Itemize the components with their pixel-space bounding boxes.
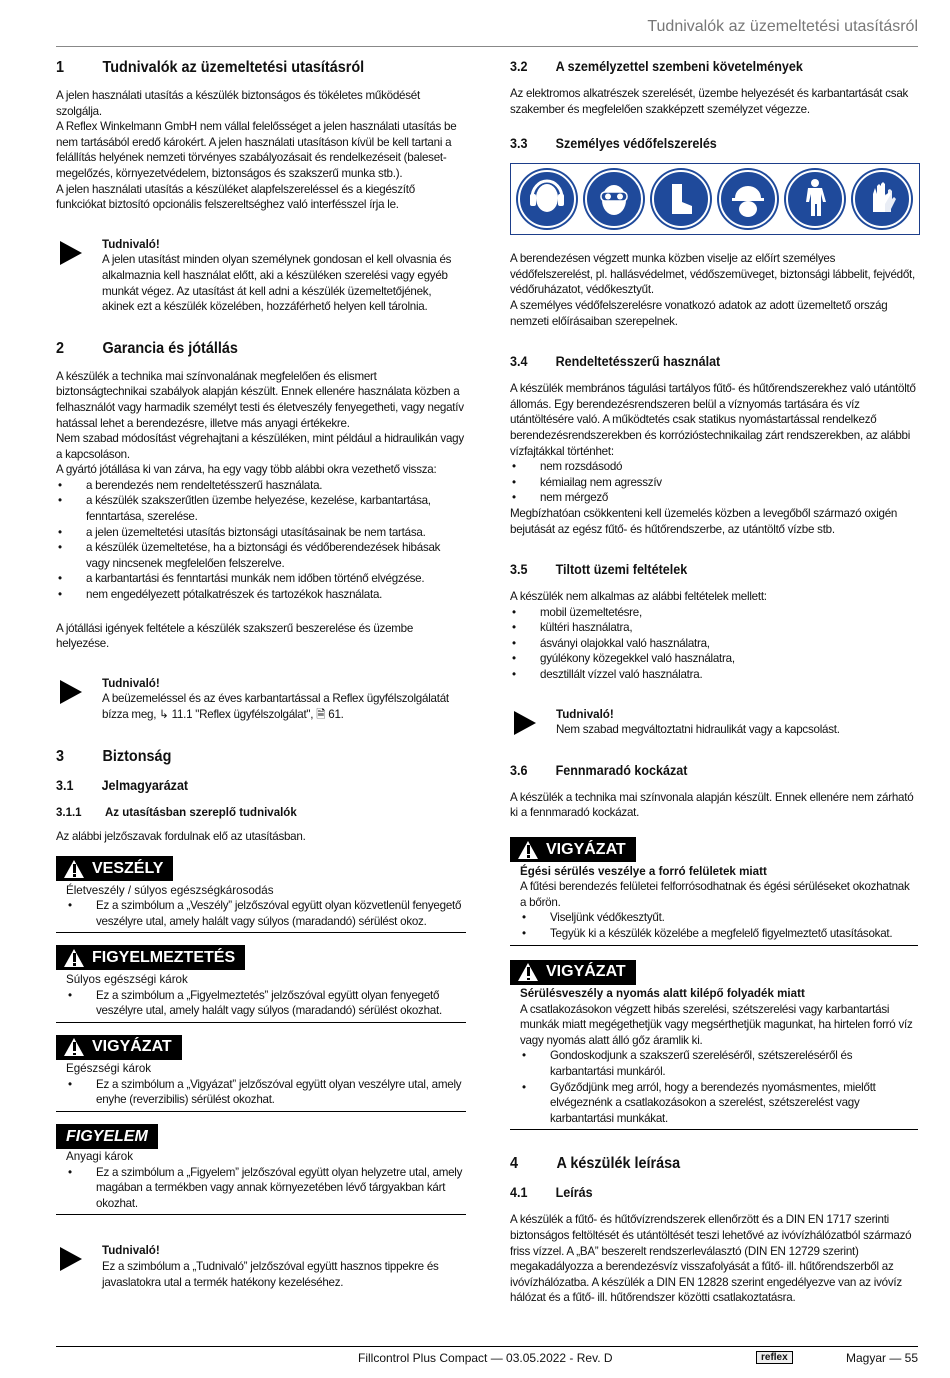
caution-text: A csatlakozásokon végzett hibás szerelési, szétszerelési vagy karbantartási munkák miatt megégethetjük vagy megsérthetjük magunkat, ha hirtelen forró víz vagy nyomás alatt álló gőz áramlik ki.	[520, 1002, 913, 1047]
arrow-icon	[56, 676, 102, 723]
paragraph: A készülék a fűtő- és hűtővízrendszerek ellenőrzött és a DIN EN 1717 szerinti biztonságos feltöltését és utántöltését teszi lehetővé az ivóvízhálózatból származó friss vízzel. A „BA” beszerelt rendszerleválasztó (DIN EN 12729 szerint) megakadályozza a berendezésvíz visszafolyását a fűtő- ill. hűtőrendszerből az ivóvízhálózatba. A készülék a DIN EN 12828 szerint engedélyezve van az ivóvíz hálózat és a fűtő- ill. hűtőrendszer közötti csatlakoztatásra.	[510, 1213, 912, 1305]
signal-label: VIGYÁZAT	[92, 1038, 172, 1056]
note-text: A jelen utasítást minden olyan személynek gondosan el kell olvasnia és alkalmaznia kell használat előtt, aki a készüléken szerelési vagy egyéb munkát végez. Az utasítást át kell adni a készülék üzemeltetőjének, akinek ezt a készülék közelében, hozzáférhető helyen kell tárolnia.	[102, 253, 452, 314]
signal-label: VIGYÁZAT	[546, 963, 626, 980]
arrow-icon	[56, 1243, 102, 1290]
danger-block	[56, 856, 466, 933]
section-title: A személyzettel szembeni követelmények	[555, 59, 803, 74]
paragraph: A Reflex Winkelmann GmbH nem vállal felelősséget a jelen használati utasítás be nem tartásából eredő károkért. A jelen használati utasításon kívül be kell tartani a felállítás helyének nemzeti törvényes szabályozásait és rendelkezéseit (baleset-megelőzés, környezetvédelem, biztonságos és szakszerű munka stb.).	[56, 120, 457, 180]
list-item: • a készülék üzemeltetése, ha a biztonsági és védőberendezések hibásak vagy nincsenek megfelelően felszerelve.	[56, 540, 466, 571]
warning-triangle-icon	[64, 860, 84, 878]
section-3-6-heading	[510, 762, 889, 780]
paragraph: A gyártó jótállása ki van zárva, ha egy vagy több alábbi okra vezethető vissza:	[56, 463, 437, 477]
section-title: Személyes védőfelszerelés	[555, 136, 717, 152]
paragraph: A berendezésen végzett munka közben viselje az előírt személyes védőfelszerelést, pl. hallásvédelmet, védőszemüveget, biztonsági lábbelit, fejvédőt, védőruházatot, védőkesztyűt.	[510, 252, 915, 297]
list-item: • ásványi olajokkal való használatra,	[510, 636, 918, 652]
section-number: 3.4	[510, 354, 528, 370]
notice-signal-word: FIGYELEM	[56, 1124, 158, 1149]
paragraph: A készülék membrános tágulási tartályos fűtő- és hűtőrendszerekhez való utántöltő állomás. Egy berendezésrendszeren belül a víznyomás tartására és víz utántöltésére való. A működtetés csak statikus nyomástartással rendelkező berendezésrendszerekben és korrózióstechnikailag zárt rendszerekben, az alábbi vízfajtákkal történhet:	[510, 382, 916, 458]
section-number: 3	[56, 747, 65, 765]
section-number: 2	[56, 339, 65, 357]
list-item: • Gondoskodjunk a szakszerű szereléséről, szétszereléséről és karbantartási munkáról.	[520, 1048, 918, 1079]
bullet-list	[56, 478, 466, 603]
header-title: Tudnivalók az üzemeltetési utasításról	[647, 18, 918, 35]
note-box	[510, 707, 918, 738]
section-number: 3.3	[510, 136, 528, 152]
footer-document-info: Fillcontrol Plus Compact — 03.05.2022 - Rev. D	[358, 1351, 613, 1365]
goggles-icon	[583, 168, 645, 230]
note-title: Tudnivaló!	[102, 237, 160, 251]
list-item: • a karbantartási és fenntartási munkák nem időben történő elvégzése.	[56, 571, 466, 587]
list-item: • Győződjünk meg arról, hogy a berendezés nyomásmentes, mielőtt elvégeznénk a csatlakozásokon a szerelést, szétszerelést vagy karbantartási munkákat.	[520, 1080, 918, 1127]
section-title: Az utasításban szereplő tudnivalók	[105, 806, 297, 819]
note-title: Tudnivaló!	[556, 707, 614, 721]
left-column	[56, 58, 466, 1290]
paragraph: A személyes védőfelszerelésre vonatkozó adatok az adott üzemeltető ország nemzeti előírásaiban szerepelnek.	[510, 298, 888, 328]
note-box	[56, 676, 466, 723]
hard-hat-icon	[717, 168, 779, 230]
section-3-heading	[56, 747, 437, 767]
bullet-list	[510, 459, 918, 506]
signal-subtitle: Életveszély / súlyos egészségkárosodás	[66, 883, 274, 897]
section-number: 4	[510, 1155, 519, 1173]
section-title: A készülék leírása	[556, 1155, 681, 1173]
section-title: Biztonság	[102, 747, 172, 765]
warning-triangle-icon	[64, 949, 84, 967]
list-item: • Ez a szimbólum a „Veszély” jelzőszóval együtt olyan közvetlenül fenyegető veszélyre utal, amely halált vagy súlyos (maradandó) sérülést okoz.	[66, 898, 466, 929]
note-text: Ez a szimbólum a „Tudnivaló” jelzőszóval együtt hasznos tippekre és javaslatokra utal a termék hatékony kezeléséhez.	[102, 1260, 439, 1289]
section-number: 3.5	[510, 562, 528, 578]
list-item: • Tegyük ki a készülék közelébe a megfelelő figyelmeztető utasításokat.	[520, 926, 918, 942]
section-number: 3.1	[56, 777, 74, 793]
warning-triangle-icon	[64, 1038, 84, 1056]
paragraph: A jótállási igények feltétele a készülék szakszerű beszerelése és üzembe helyezése.	[56, 621, 414, 651]
ear-protection-icon	[516, 168, 578, 230]
signal-subtitle: Súlyos egészségi károk	[66, 972, 188, 986]
list-item: • Ez a szimbólum a „Figyelem” jelzőszóval együtt olyan helyzetre utal, amely magában a termékben vagy annak környezetében lévő tárgyakban kárt okozhat.	[66, 1165, 466, 1212]
section-3-1-1-heading	[56, 805, 466, 821]
warning-block	[56, 945, 466, 1022]
page-footer	[56, 1346, 918, 1375]
section-1-heading	[56, 58, 437, 78]
signal-label: FIGYELMEZTETÉS	[92, 948, 236, 966]
note-title: Tudnivaló!	[102, 676, 160, 690]
paragraph: A jelen használati utasítás a készülék biztonságos és tökéletes működését szolgálja.	[56, 89, 420, 118]
warning-signal-word	[56, 945, 245, 970]
warning-triangle-icon	[518, 963, 538, 981]
paragraph: Az alábbi jelzőszavak fordulnak elő az utasításban.	[56, 829, 306, 843]
section-number: 1	[56, 59, 65, 76]
paragraph: Nem szabad módosítást végrehajtani a készüléken, mint például a hidraulikán vagy a kapcsoláson.	[56, 432, 464, 461]
reflex-logo: reflex	[756, 1351, 793, 1364]
note-text: Nem szabad megváltoztatni hidraulikát vagy a kapcsolást.	[556, 723, 840, 737]
section-4-1-heading	[510, 1184, 889, 1202]
list-item: • mobil üzemeltetésre,	[510, 605, 918, 621]
caution-block-hot-surfaces	[510, 837, 918, 945]
signal-label: VESZÉLY	[92, 859, 164, 877]
section-3-4-heading	[510, 353, 889, 371]
section-3-1-heading	[56, 777, 437, 795]
warning-triangle-icon	[518, 841, 538, 859]
list-item: • a készülék szakszerűtlen üzembe helyezése, kezelése, karbantartása, fenntartása, szerelése.	[56, 493, 466, 524]
paragraph: A készülék nem alkalmas az alábbi feltételek mellett:	[510, 590, 767, 604]
page-header	[56, 14, 918, 47]
section-number: 3.2	[510, 59, 528, 74]
arrow-icon	[56, 237, 102, 315]
paragraph: Az elektromos alkatrészek szerelését, üzembe helyezését és karbantartását csak szakember és megfelelően szakképzett személyzet végezze.	[510, 87, 909, 116]
note-box	[56, 1243, 466, 1290]
caution-signal-word	[510, 960, 636, 985]
caution-signal-word	[56, 1035, 182, 1060]
list-item: • nem mérgező	[510, 490, 918, 506]
section-3-2-heading	[510, 58, 889, 76]
list-item: • gyúlékony közegekkel való használatra,	[510, 651, 918, 667]
list-item: • Ez a szimbólum a „Figyelmeztetés” jelzőszóval együtt olyan fenyegető veszélyre utal, amely halált vagy súlyos (maradandó) sérülést okozhat.	[66, 988, 466, 1019]
bullet-list	[510, 605, 918, 683]
arrow-icon	[510, 707, 556, 738]
section-4-heading	[510, 1154, 889, 1174]
section-title: Tiltott üzemi feltételek	[555, 562, 688, 578]
section-title: Fennmaradó kockázat	[555, 762, 688, 778]
section-number: 3.1.1	[56, 806, 82, 819]
section-3-5-heading	[510, 561, 889, 579]
note-title: Tudnivaló!	[102, 1244, 160, 1258]
notice-block	[56, 1124, 466, 1215]
list-item: • Ez a szimbólum a „Vigyázat” jelzőszóval együtt olyan veszélyre utal, amely enyhe (reverzibilis) sérülést okozhat.	[66, 1077, 466, 1108]
paragraph: A jelen használati utasítás a készüléket alapfelszereléssel és a kiegészítő funkciókat biztosító opcionális felszereltséghez való interfésszel írja le.	[56, 182, 415, 212]
section-title: Rendeltetésszerű használat	[555, 354, 721, 370]
list-item: • desztillált vízzel való használatra.	[510, 667, 918, 683]
section-title: Tudnivalók az üzemeltetési utasításról	[102, 59, 365, 76]
list-item: • kültéri használatra,	[510, 620, 918, 636]
signal-subtitle: Anyagi károk	[66, 1150, 134, 1164]
gloves-icon	[851, 168, 913, 230]
footer-page-number: Magyar — 55	[845, 1351, 918, 1365]
section-title: Leírás	[555, 1185, 593, 1201]
caution-block	[56, 1035, 466, 1112]
signal-subtitle: Egészségi károk	[66, 1062, 152, 1076]
section-number: 4.1	[510, 1185, 528, 1201]
list-item: • nem engedélyezett pótalkatrészek és tartozékok használata.	[56, 587, 466, 603]
section-2-heading	[56, 339, 437, 359]
signal-label: VIGYÁZAT	[546, 840, 626, 858]
list-item: • Viseljünk védőkesztyűt.	[520, 910, 918, 926]
caution-block-pressurized-fluid	[510, 960, 918, 1131]
right-column	[510, 58, 918, 1306]
list-item: • kémiailag nem agresszív	[510, 475, 918, 491]
list-item: • a berendezés nem rendeltetésszerű használata.	[56, 478, 466, 494]
caution-title: Égési sérülés veszélye a forró felületek miatt	[520, 864, 767, 878]
section-number: 3.6	[510, 762, 528, 778]
safety-boots-icon	[650, 168, 712, 230]
paragraph: A készülék a technika mai színvonalának megfelelően és elismert biztonságtechnikai szabályok alapján készült. Ennek ellenére használata közben a felhasználót vagy harmadik személyt testi és életveszély fenyegetheti, vagy negatív hatással lehet a berendezésre, illetve más anyagi értékekre.	[56, 369, 464, 430]
ppe-icon-strip	[510, 163, 920, 235]
note-text: A beüzemeléssel és az éves karbantartással a Reflex ügyfélszolgálatát bízza meg, ↳ 11.1 "Reflex ügyfélszolgálat", 🗎 61.	[102, 692, 449, 721]
list-item: • nem rozsdásodó	[510, 459, 918, 475]
caution-title: Sérülésveszély a nyomás alatt kilépő folyadék miatt	[520, 987, 805, 1000]
section-3-3-heading	[510, 135, 889, 153]
paragraph: A készülék a technika mai színvonala alapján készült. Ennek ellenére nem zárható ki a fennmaradó kockázat.	[510, 790, 914, 820]
caution-text: A fűtési berendezés felületei felforrósodhatnak és égési sérüléseket okozhatnak a bőrön.	[520, 880, 910, 909]
protective-clothing-icon	[784, 168, 846, 230]
section-title: Jelmagyarázat	[101, 777, 189, 793]
list-item: • a jelen üzemeltetési utasítás biztonsági utasításainak be nem tartása.	[56, 525, 466, 541]
paragraph: Megbízhatóan csökkenteni kell üzemelés közben a levegőből származó oxigén bejutását az egész fűtő- és hűtőrendszerbe, az utántöltő vízbe stb.	[510, 506, 898, 536]
caution-signal-word	[510, 837, 636, 862]
danger-signal-word	[56, 856, 173, 881]
note-box	[56, 237, 466, 315]
section-title: Garancia és jótállás	[102, 339, 238, 357]
